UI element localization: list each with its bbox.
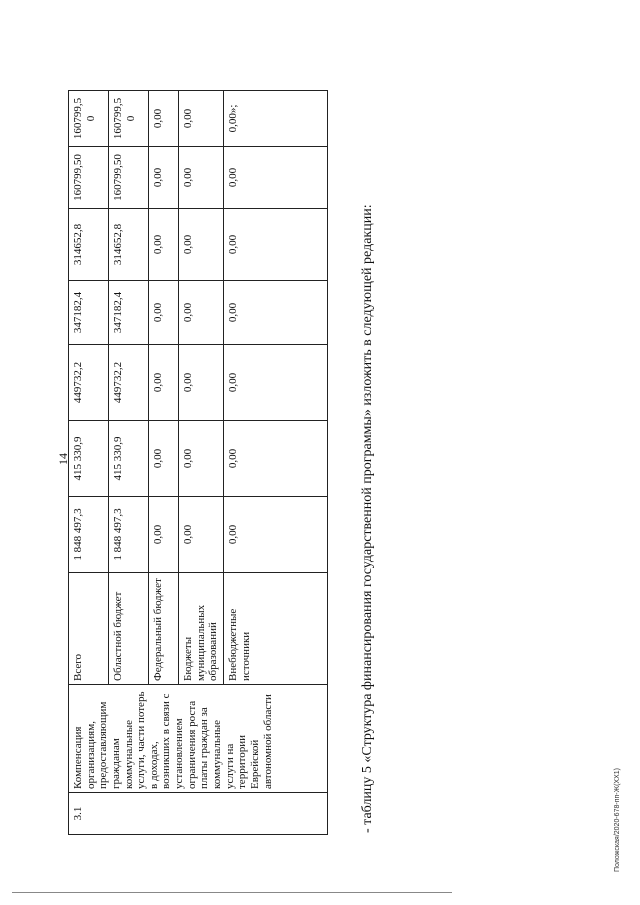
value-cell: 0,00 <box>223 209 327 281</box>
value-cell: 160799,5 0 <box>109 91 149 147</box>
value-cell: 449732,2 <box>69 345 109 421</box>
footer-rule <box>12 892 452 893</box>
document-code: Положская/2020-678-пп-Ж(ХХ1) <box>614 768 621 872</box>
page-number: 14 <box>56 453 70 465</box>
value-cell: 160799,50 <box>109 147 149 209</box>
source-cell: Всего <box>69 573 109 685</box>
value-cell: 0,00 <box>149 209 179 281</box>
value-cell: 0,00 <box>179 497 224 573</box>
source-cell: Федеральный бюджет <box>149 573 179 685</box>
value-cell: 0,00 <box>223 147 327 209</box>
value-cell: 160799,50 <box>69 147 109 209</box>
value-cell: 0,00 <box>179 281 224 345</box>
measure-cell: Компенсация организациям, предоставляющим гражданам коммунальные услуги, части потерь в доходах, возникших в связи с установлением ограничения роста платы граждан за коммунальные услуги на территории Еврейской автономной области <box>69 685 328 793</box>
value-cell: 0,00 <box>223 497 327 573</box>
value-cell: 314652,8 <box>69 209 109 281</box>
value-cell: 1 848 497,3 <box>69 497 109 573</box>
value-cell: 415 330,9 <box>69 421 109 497</box>
source-cell: Бюджеты муниципальных образований <box>179 573 224 685</box>
value-cell: 449732,2 <box>109 345 149 421</box>
value-cell: 1 848 497,3 <box>109 497 149 573</box>
source-cell: Внебюджетные источники <box>223 573 327 685</box>
row-number-cell: 3.1 <box>69 793 328 835</box>
value-cell: 0,00 <box>223 281 327 345</box>
value-cell: 0,00 <box>149 421 179 497</box>
value-cell: 0,00 <box>149 91 179 147</box>
value-cell: 0,00 <box>149 345 179 421</box>
table-5-caption: - таблицу 5 «Структура финансирования государственной программы» изложить в следующей редакции: <box>360 204 375 833</box>
value-cell: 0,00 <box>179 209 224 281</box>
value-cell: 0,00 <box>149 497 179 573</box>
value-cell: 347182,4 <box>109 281 149 345</box>
value-cell: 0,00 <box>179 345 224 421</box>
value-cell: 0,00 <box>223 421 327 497</box>
table-row <box>69 91 109 835</box>
value-cell: 415 330,9 <box>109 421 149 497</box>
value-cell: 0,00 <box>179 91 224 147</box>
value-cell: 314652,8 <box>109 209 149 281</box>
source-cell: Областной бюджет <box>109 573 149 685</box>
value-cell: 160799,5 0 <box>69 91 109 147</box>
value-cell: 0,00»; <box>223 91 327 147</box>
value-cell: 347182,4 <box>69 281 109 345</box>
financing-table <box>68 90 328 835</box>
value-cell: 0,00 <box>179 147 224 209</box>
value-cell: 0,00 <box>149 147 179 209</box>
value-cell: 0,00 <box>149 281 179 345</box>
value-cell: 0,00 <box>223 345 327 421</box>
value-cell: 0,00 <box>179 421 224 497</box>
